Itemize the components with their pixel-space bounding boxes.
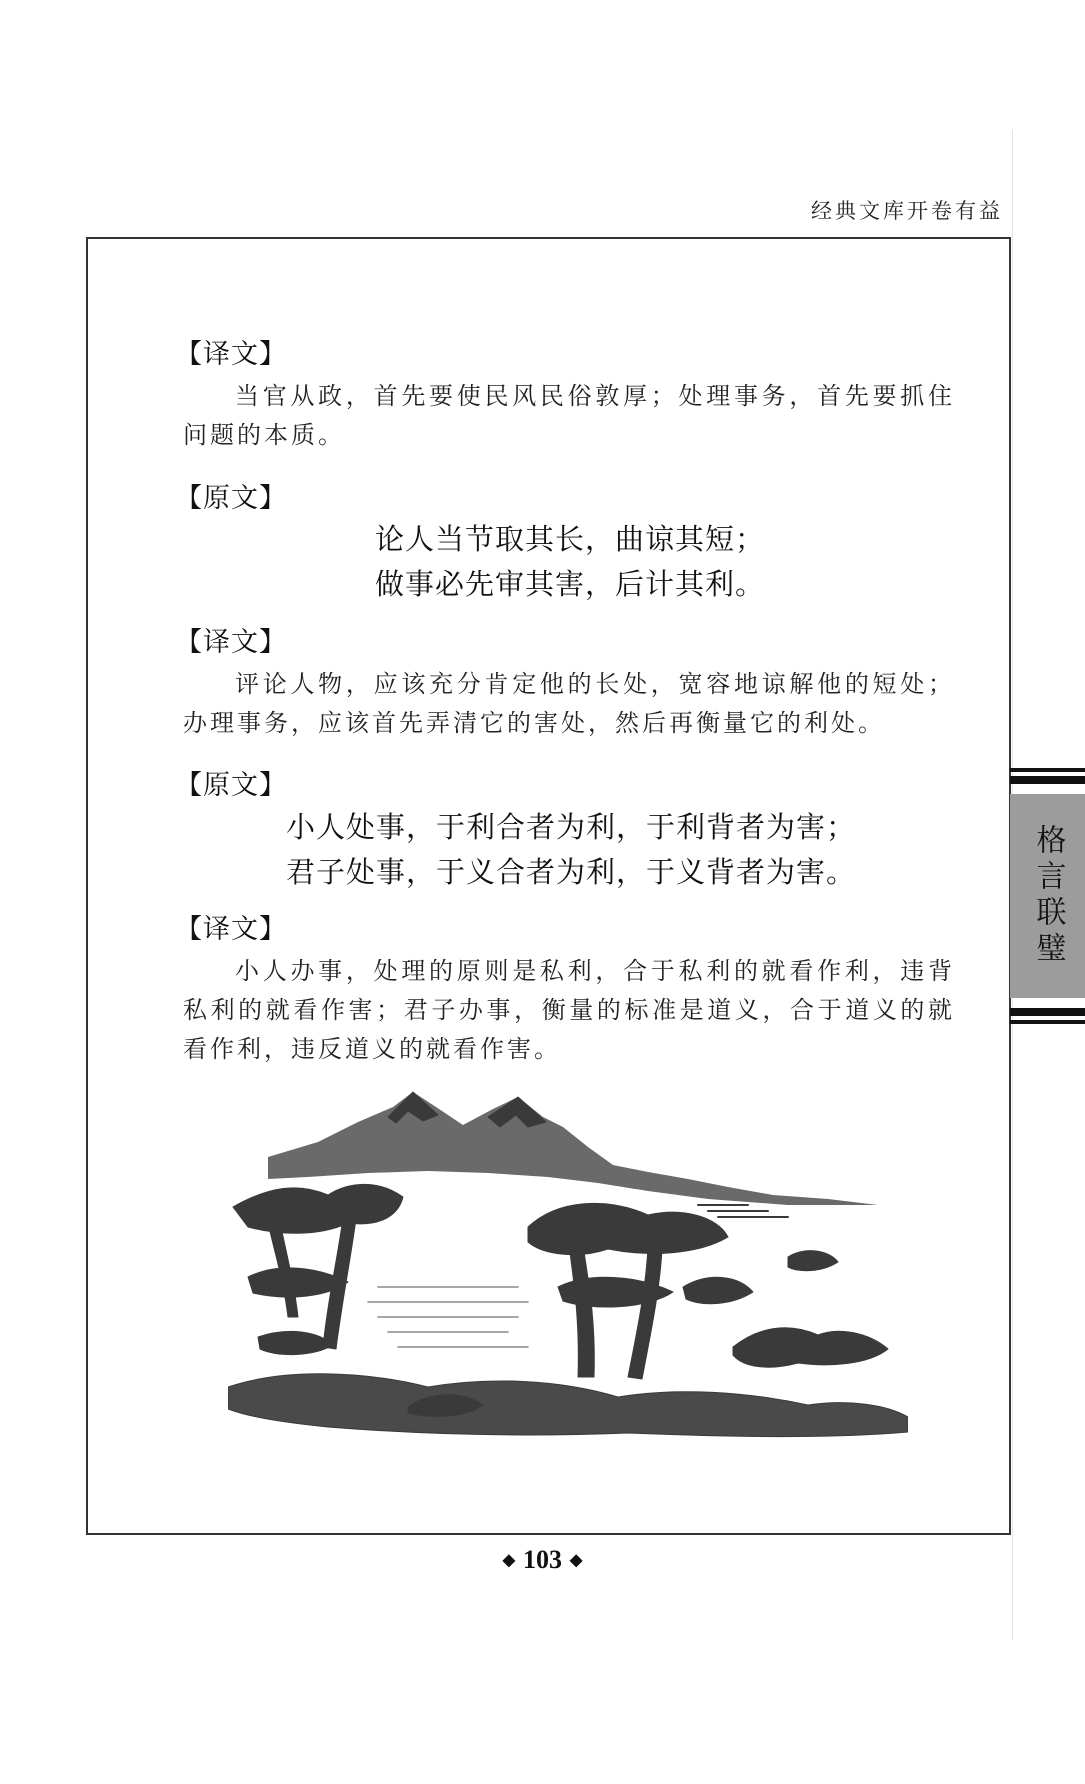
translation-paragraph-2: 评论人物，应该充分肯定他的长处，宽容地谅解他的短处；办理事务，应该首先弄清它的害处，然后再衡量它的利处。 bbox=[183, 670, 955, 737]
original-verse-2-line-1: 小人处事，于利合者为利，于利背者为害； bbox=[286, 810, 857, 844]
section-label-translation-3: 【译文】 bbox=[175, 914, 287, 945]
tab-rule-top-2 bbox=[1010, 776, 1085, 784]
section-label-original-2: 【原文】 bbox=[175, 770, 287, 801]
landscape-illustration bbox=[228, 1087, 908, 1457]
tab-rule-bottom-1 bbox=[1010, 1008, 1085, 1016]
tab-rule-top-1 bbox=[1010, 768, 1085, 772]
original-verse-1-line-2: 做事必先审其害，后计其利。 bbox=[375, 567, 766, 601]
page-number-value: 103 bbox=[523, 1545, 562, 1574]
chapter-thumb-tab bbox=[1010, 768, 1085, 1024]
translation-paragraph-1: 当官从政，首先要使民风民俗敦厚；处理事务，首先要抓住问题的本质。 bbox=[183, 382, 955, 449]
section-label-translation-1: 【译文】 bbox=[175, 339, 287, 370]
section-label-original-1: 【原文】 bbox=[175, 483, 287, 514]
translation-paragraph-3: 小人办事，处理的原则是私利，合于私利的就看作利，违背私利的就看作害；君子办事，衡量的标准是道义，合于道义的就看作利，违反道义的就看作害。 bbox=[183, 957, 955, 1063]
original-verse-2-line-2: 君子处事，于义合者为利，于义背者为害。 bbox=[286, 855, 857, 889]
tab-rule-bottom-2 bbox=[1010, 1020, 1085, 1024]
tab-panel bbox=[1010, 794, 1085, 998]
original-verse-1-line-1: 论人当节取其长，曲谅其短； bbox=[375, 522, 766, 556]
section-label-translation-2: 【译文】 bbox=[175, 627, 287, 658]
page-number: ◆ 103 ◆ bbox=[502, 1545, 583, 1574]
running-title: 经典文库开卷有益 bbox=[811, 199, 1003, 223]
tab-label: 格言联璧 bbox=[1030, 824, 1066, 968]
